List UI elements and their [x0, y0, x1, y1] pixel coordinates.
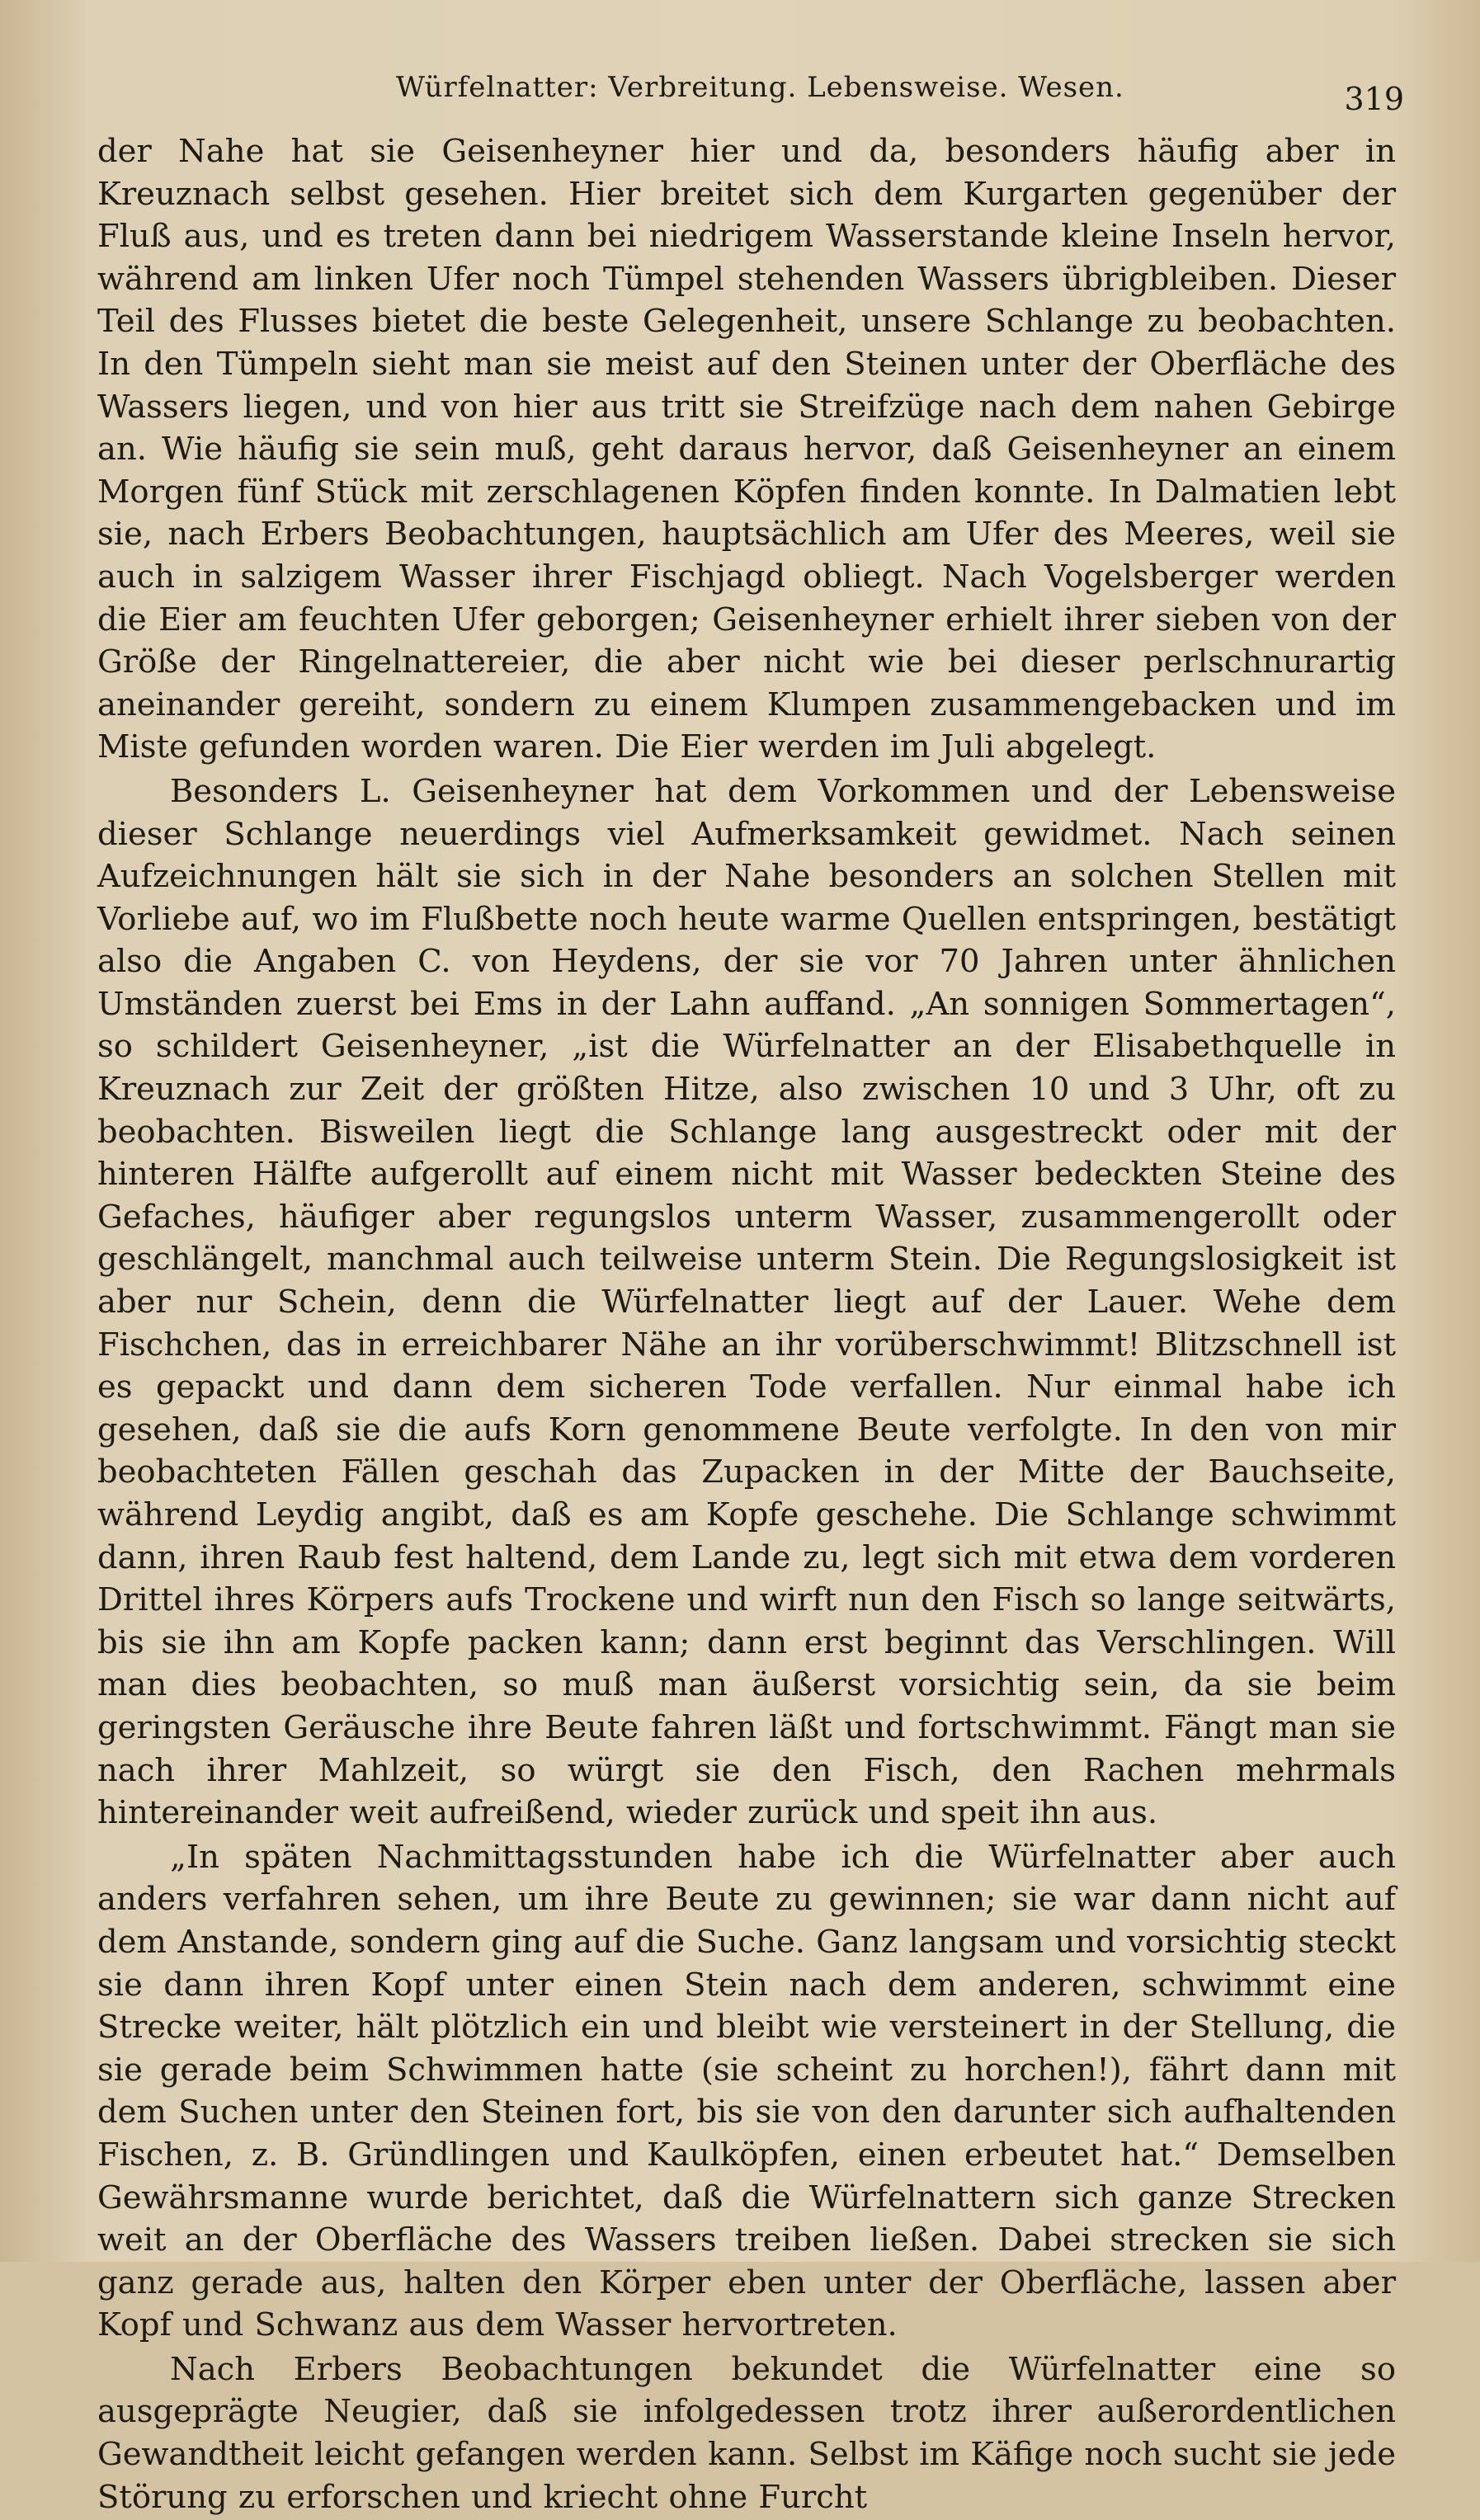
- page-number: 319: [1344, 81, 1404, 117]
- paragraph-1: der Nahe hat sie Geisenheyner hier und da, besonders häufig aber in Kreuznach selbst gesehen. Hier breitet sich dem Kurgarten gegenüber der Fluß aus, und es treten dann bei niedrigem Wasserstande kleine Inseln hervor, während am linken Ufer noch Tümpel stehenden Wassers übrigbleiben. Dieser Teil des Flusses bietet die beste Gelegenheit, unsere Schlange zu beobachten. In den Tümpeln sieht man sie meist auf den Steinen unter der Oberfläche des Wassers liegen, und von hier aus tritt sie Streifzüge nach dem nahen Gebirge an. Wie häufig sie sein muß, geht daraus hervor, daß Geisenheyner an einem Morgen fünf Stück mit zerschlagenen Köpfen finden konnte. In Dalmatien lebt sie, nach Erbers Beobachtungen, hauptsächlich am Ufer des Meeres, weil sie auch in salzigem Wasser ihrer Fischjagd obliegt. Nach Vogelsberger werden die Eier am feuchten Ufer geborgen; Geisenheyner erhielt ihrer sieben von der Größe der Ringelnattereier, die aber nicht wie bei dieser perlschnurartig aneinander gereiht, sondern zu einem Klumpen zusammengebacken und im Miste gefunden worden waren. Die Eier werden im Juli abgelegt.: [97, 133, 1396, 766]
- paragraph-4: Nach Erbers Beobachtungen bekundet die Würfelnatter eine so ausgeprägte Neugier, daß sie infolgedessen trotz ihrer außerordentlichen Gewandtheit leicht gefangen werden kann. Selbst im Käfige noch sucht sie jede Störung zu erforschen und kriecht ohne Furcht: [97, 2350, 1396, 2516]
- paragraph-2: Besonders L. Geisenheyner hat dem Vorkommen und der Lebensweise dieser Schlange neuerdings viel Aufmerksamkeit gewidmet. Nach seinen Aufzeichnungen hält sie sich in der Nahe besonders an solchen Stellen mit Vorliebe auf, wo im Flußbette noch heute warme Quellen entspringen, bestätigt also die Angaben C. von Heydens, der sie vor 70 Jahren unter ähnlichen Umständen zuerst bei Ems in der Lahn auffand. „An sonnigen Sommertagen“, so schildert Geisenheyner, „ist die Würfelnatter an der Elisabethquelle in Kreuznach zur Zeit der größten Hitze, also zwischen 10 und 3 Uhr, oft zu beobachten. Bisweilen liegt die Schlange lang ausgestreckt oder mit der hinteren Hälfte aufgerollt auf einem nicht mit Wasser bedeckten Steine des Gefaches, häufiger aber regungslos unterm Wasser, zusammengerollt oder geschlängelt, manchmal auch teilweise unterm Stein. Die Regungslosigkeit ist aber nur Schein, denn die Würfelnatter liegt auf der Lauer. Wehe dem Fischchen, das in erreichbarer Nähe an ihr vorüberschwimmt! Blitzschnell ist es gepackt und dann dem sicheren Tode verfallen. Nur einmal habe ich gesehen, daß sie die aufs Korn genommene Beute verfolgte. In den von mir beobachteten Fällen geschah das Zupacken in der Mitte der Bauchseite, während Leydig angibt, daß es am Kopfe geschehe. Die Schlange schwimmt dann, ihren Raub fest haltend, dem Lande zu, legt sich mit etwa dem vorderen Drittel ihres Körpers aufs Trockene und wirft nun den Fisch so lange seitwärts, bis sie ihn am Kopfe packen kann; dann erst beginnt das Verschlingen. Will man dies beobachten, so muß man äußerst vorsichtig sein, da sie beim geringsten Geräusche ihre Beute fahren läßt und fortschwimmt. Fängt man sie nach ihrer Mahlzeit, so würgt sie den Fisch, den Rachen mehrmals hintereinander weit aufreißend, wieder zurück und speit ihn aus.: [97, 772, 1396, 1832]
- paragraph-3: „In späten Nachmittagsstunden habe ich die Würfelnatter aber auch anders verfahren sehen, um ihre Beute zu gewinnen; sie war dann nicht auf dem Anstande, sondern ging auf die Suche. Ganz langsam und vorsichtig steckt sie dann ihren Kopf unter einen Stein nach dem anderen, schwimmt eine Strecke weiter, hält plötzlich ein und bleibt wie versteinert in der Stellung, die sie gerade beim Schwimmen hatte (sie scheint zu horchen!), fährt dann mit dem Suchen unter den Steinen fort, bis sie von den darunter sich aufhaltenden Fischen, z. B. Gründlingen und Kaulköpfen, einen erbeutet hat.“ Demselben Gewährsmanne wurde berichtet, daß die Würfelnattern sich ganze Strecken weit an der Oberfläche des Wassers treiben ließen. Dabei strecken sie sich ganz gerade aus, halten den Körper eben unter der Oberfläche, lassen aber Kopf und Schwanz aus dem Wasser hervortreten.: [97, 1838, 1396, 2344]
- body-text: [97, 130, 1396, 2520]
- running-head: Würfelnatter: Verbreitung. Lebensweise. Wesen.: [396, 71, 1124, 104]
